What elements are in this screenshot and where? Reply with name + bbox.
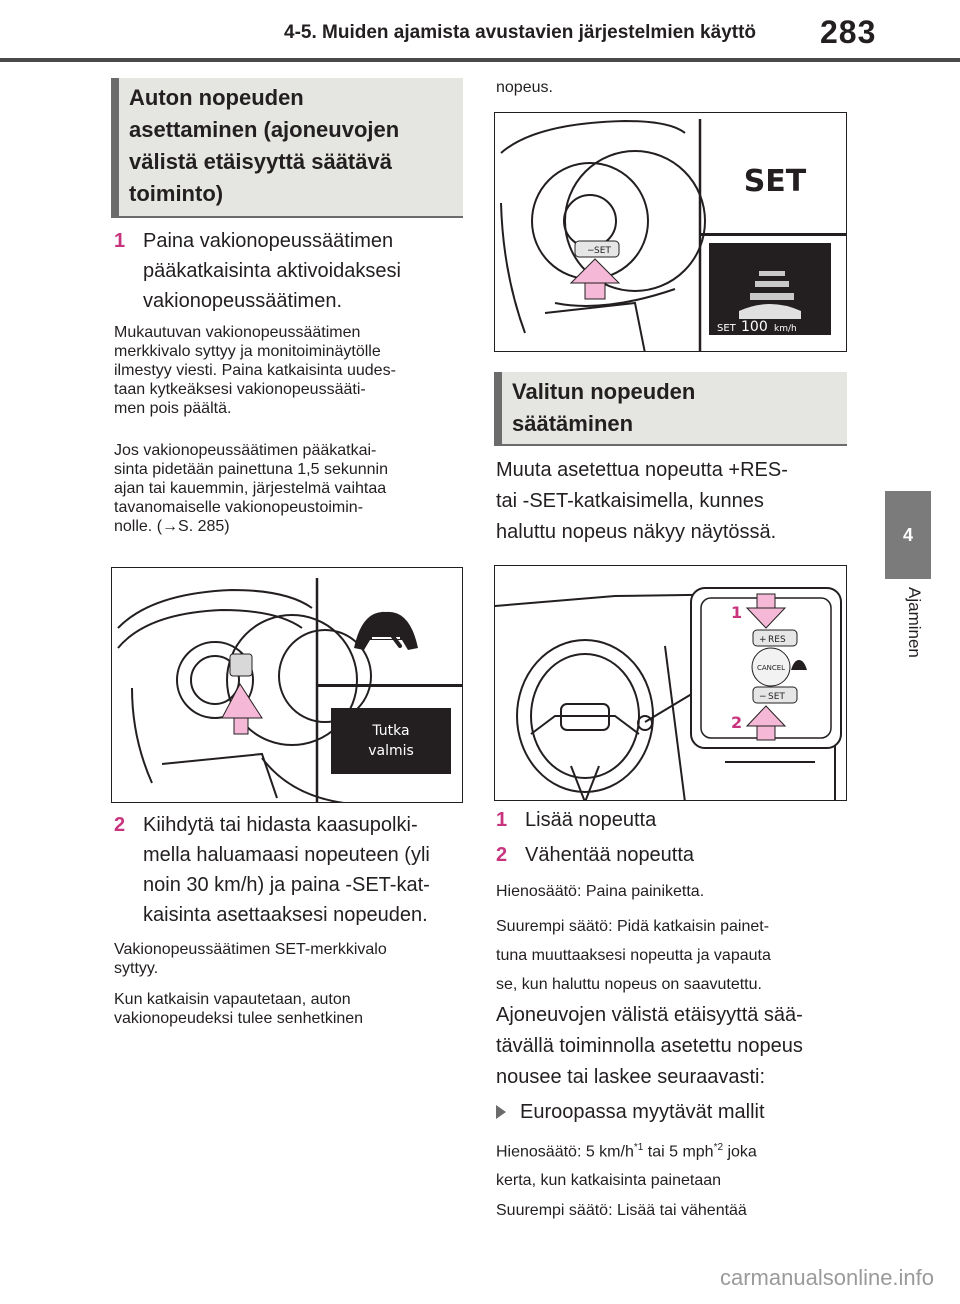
readout-prefix: SET: [717, 323, 736, 334]
figure-main-switch: [111, 567, 463, 803]
paragraph-hold-switch: [114, 441, 464, 536]
text-line: Mukautuvan vakionopeussäätimen: [114, 324, 361, 341]
text-line: nousee tai laskee seuraavasti:: [496, 1066, 766, 1088]
text-line: Hienosäätö: 5 $km/h^{*1}$ tai 5 mph$^{*2}$ joka: [496, 1142, 757, 1161]
set-button-icon: [753, 687, 797, 703]
chapter-label: Ajaminen: [905, 587, 924, 658]
paragraph-release: [114, 990, 464, 1028]
paragraph-set-indicator: [114, 940, 464, 978]
text-line: taan kytkeäksesi vakionopeussääti-: [114, 381, 366, 398]
header-section-title: 4-5. Muiden ajamista avustavien järjestelmien käyttö: [284, 22, 757, 43]
step-line: vakionopeussäätimen.: [143, 290, 343, 312]
text-line: tai -SET-katkaisimella, kunnes: [496, 490, 764, 512]
svg-text:+: +: [759, 635, 767, 645]
step-line: pääkatkaisinta aktivoidaksesi: [143, 260, 401, 282]
text-line: Ajoneuvojen välistä etäisyyttä sää-: [496, 1004, 803, 1026]
heading-line: asettaminen (ajoneuvojen: [129, 117, 400, 142]
set-big-label: SET: [743, 164, 807, 199]
text-line: merkkivalo syttyy ja monitoiminäytölle: [114, 343, 381, 360]
svg-text:−: −: [587, 246, 595, 256]
cruise-icon: [354, 612, 418, 650]
figure-res-set-switch: [494, 565, 847, 801]
set-switch-illustration: [495, 113, 847, 352]
cancel-label: CANCEL: [756, 664, 786, 672]
text-line: ilmestyy viesti. Paina katkaisinta uudes-: [114, 362, 396, 379]
section-heading-adjust-speed: [494, 372, 847, 446]
bullet-europe: [496, 1097, 846, 1127]
heading-line: toiminto): [129, 181, 224, 206]
set-label: SET: [768, 692, 785, 702]
text-line: kerta, kun katkaisinta painetaan: [496, 1172, 722, 1190]
text-line: tävällä toiminnolla asetettu nopeus: [496, 1035, 803, 1057]
text-line: tuna muuttaaksesi nopeutta ja vapauta: [496, 947, 771, 964]
paragraph-indicator: [114, 323, 464, 418]
item-number: 2: [496, 844, 508, 866]
fine-adjust-europe: [496, 1133, 856, 1195]
text-line: sinta pidetään painettuna 1,5 sekunnin: [114, 461, 388, 478]
step-line: kaisinta asettaaksesi nopeuden.: [143, 904, 428, 926]
bullet-text: Euroopassa myytävät mallit: [520, 1101, 765, 1123]
lead-paragraph-distance: [496, 1000, 856, 1093]
coarse-adjust-europe: Suurempi säätö: Lisää tai vähentää: [496, 1202, 747, 1219]
page-number: 283: [820, 14, 877, 50]
res-label: RES: [768, 635, 786, 645]
text-line: haluttu nopeus näkyy näytössä.: [496, 521, 777, 543]
text-line: vakionopeudeksi tulee senhetkinen: [114, 1010, 364, 1027]
set-button-icon: [575, 241, 619, 257]
text-line: men pois päältä.: [114, 400, 232, 417]
step-number: 2: [114, 814, 126, 836]
readout-value: 100: [741, 319, 768, 335]
step-line: noin 30 km/h) ja paina -SET-kat-: [143, 874, 430, 896]
step-line: mella haluamaasi nopeuteen (yli: [143, 844, 430, 866]
text-line: tavanomaiselle vakionopeustoimin-: [114, 499, 364, 516]
callout-1: 1: [731, 603, 743, 622]
heading-line: Valitun nopeuden: [512, 379, 696, 404]
steering-wheel-illustration: [495, 566, 847, 801]
callout-2: 2: [731, 713, 743, 732]
display-line: Tutka: [372, 723, 410, 739]
text-line: Muuta asetettua nopeutta +RES-: [496, 459, 788, 481]
step-number: 1: [114, 230, 126, 252]
header-rule: [0, 58, 960, 62]
item-1: [496, 805, 846, 835]
text-line: se, kun haluttu nopeus on saavutettu.: [496, 976, 762, 993]
steering-switch-illustration: [112, 568, 463, 803]
text-line: ajan tai kauemmin, järjestelmä vaihtaa: [114, 480, 387, 497]
text-line: Jos vakionopeussäätimen pääkatkai-: [114, 442, 377, 459]
continuation-text: nopeus.: [496, 79, 553, 96]
set-button-label: SET: [594, 246, 611, 256]
item-text: Lisää nopeutta: [525, 809, 657, 831]
item-number: 1: [496, 809, 508, 831]
svg-text:−: −: [759, 692, 767, 702]
section-heading-set-speed: [111, 78, 463, 218]
text-line: syttyy.: [114, 960, 159, 977]
pink-arrow-icon: [571, 259, 619, 299]
step-line: Kiihdytä tai hidasta kaasupolki-: [143, 814, 418, 836]
lead-paragraph-adjust: [496, 455, 851, 548]
heading-line: Auton nopeuden: [129, 85, 304, 110]
text-line: nolle. (→S. 285): [114, 518, 230, 535]
figure-set-switch: [494, 112, 847, 352]
bullet-triangle-icon: [496, 1105, 506, 1119]
display-line: valmis: [368, 743, 414, 759]
step-1: [114, 226, 464, 318]
res-button-icon: [753, 630, 797, 646]
coarse-adjust-text: [496, 912, 856, 999]
readout-unit: km/h: [774, 324, 797, 334]
fine-adjust-text: Hienosäätö: Paina painiketta.: [496, 883, 705, 900]
text-line: Vakionopeussäätimen SET-merkkivalo: [114, 941, 387, 958]
text-line: Suurempi säätö: Pidä katkaisin painet-: [496, 918, 770, 935]
step-line: Paina vakionopeussäätimen: [143, 230, 394, 252]
text-line: Kun katkaisin vapautetaan, auton: [114, 991, 351, 1008]
step-2: [114, 810, 464, 930]
item-2: [496, 840, 846, 870]
item-text: Vähentää nopeutta: [525, 844, 695, 866]
heading-line: säätäminen: [512, 411, 634, 436]
watermark: carmanualsonline.info: [720, 1265, 935, 1290]
chapter-tab: 4: [885, 491, 931, 579]
heading-line: välistä etäisyyttä säätävä: [129, 149, 392, 174]
